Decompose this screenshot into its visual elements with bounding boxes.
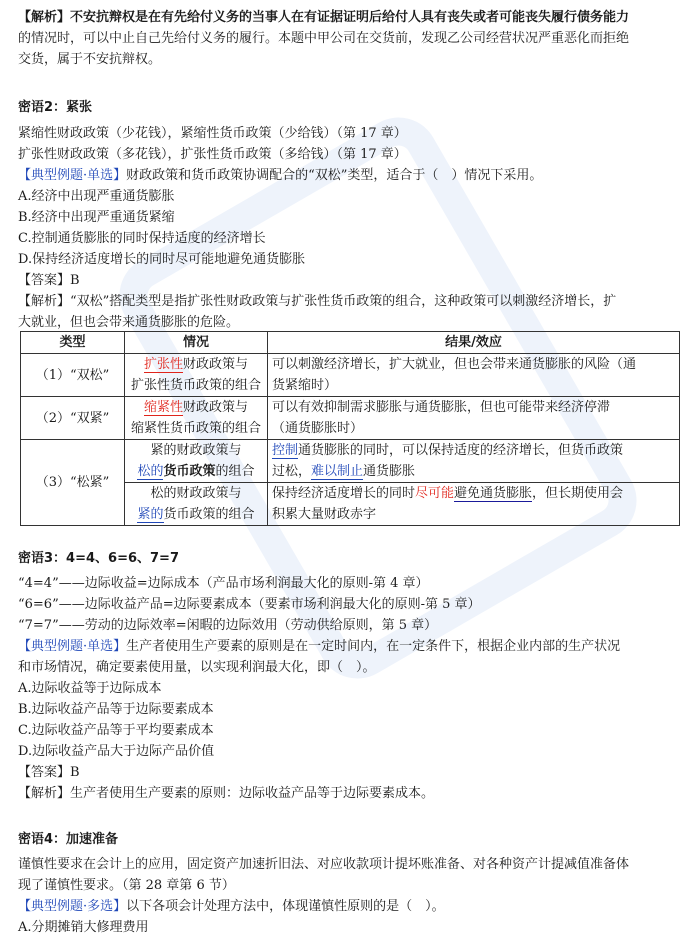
header-effect: 结果/效应 bbox=[268, 332, 680, 354]
sec2-option-b: B.经济中出现严重通货紧缩 bbox=[18, 210, 175, 225]
row-effect: 可以有效抑制需求膨胀与通货膨胀，但也可能带来经济停滞 （通货膨胀时） bbox=[268, 397, 680, 440]
section-4-title: 密语4：加速准备 bbox=[18, 832, 119, 847]
row-situation: 缩紧性财政政策与 缩紧性货币政策的组合 bbox=[125, 397, 268, 440]
sec2-option-d: D.保持经济适度增长的同时尽可能地避免通货膨胀 bbox=[18, 252, 306, 267]
table-row bbox=[21, 440, 680, 483]
sec3-question-2: 和市场情况，确定要素使用量，以实现利润最大化，即（ ）。 bbox=[18, 660, 376, 675]
section-2-title: 密语2：紧张 bbox=[18, 100, 93, 115]
sec3-para-2: “6=6”——边际收益产品=边际要素成本（要素市场利润最大化的原则-第 5 章） bbox=[18, 597, 481, 612]
sec4-question: 【典型例题·多选】以下各项会计处理方法中，体现谨慎性原则的是（ ）。 bbox=[18, 899, 445, 914]
table-header-row bbox=[21, 332, 680, 354]
row-effect: 保持经济适度增长的同时尽可能避免通货膨胀，但长期使用会 积累大量财政赤字 bbox=[268, 483, 680, 526]
section-3-title: 密语3：4=4、6=6、7=7 bbox=[18, 551, 179, 566]
sec3-explain: 【解析】生产者使用生产要素的原则：边际收益产品等于边际要素成本。 bbox=[18, 786, 435, 801]
sec2-explain-2: 大就业，但也会带来通货膨胀的危险。 bbox=[18, 315, 240, 330]
row-situation: 松的财政政策与 紧的货币政策的组合 bbox=[125, 483, 268, 526]
table-row bbox=[21, 354, 680, 397]
intro-line-3: 交货，属于不安抗辩权。 bbox=[18, 52, 162, 67]
sec3-answer: 【答案】B bbox=[18, 765, 80, 780]
row-effect: 控制通货膨胀的同时，可以保持适度的经济增长，但货币政策 过松，难以制止通货膨胀 bbox=[268, 440, 680, 483]
sec2-answer: 【答案】B bbox=[18, 273, 80, 288]
example-tag: 【典型例题·单选】 bbox=[18, 168, 127, 183]
example-tag: 【典型例题·多选】 bbox=[18, 899, 127, 914]
intro-line-1: 【解析】不安抗辩权是在有先给付义务的当事人在有证据证明后给付人具有丧失或者可能丧失履行债务能力 bbox=[18, 10, 630, 25]
sec4-option-a: A.分期摊销大修理费用 bbox=[18, 920, 149, 935]
sec3-option-b: B.边际收益产品等于边际要素成本 bbox=[18, 702, 214, 717]
row-effect: 可以刺激经济增长，扩大就业，但也会带来通货膨胀的风险（通 货紧缩时） bbox=[268, 354, 680, 397]
example-tag: 【典型例题·单选】 bbox=[18, 639, 127, 654]
sec3-option-a: A.边际收益等于边际成本 bbox=[18, 681, 162, 696]
row-situation: 扩张性财政政策与 扩张性货币政策的组合 bbox=[125, 354, 268, 397]
intro-line-2: 的情况时，可以中止自己先给付义务的履行。本题中甲公司在交货前，发现乙公司经营状况严重恶化而拒绝 bbox=[18, 31, 630, 46]
sec2-para-1: 紧缩性财政政策（少花钱），紧缩性货币政策（少给钱）（第 17 章） bbox=[18, 126, 407, 141]
sec2-para-2: 扩张性财政政策（多花钱），扩张性货币政策（多给钱）（第 17 章） bbox=[18, 147, 407, 162]
sec2-option-a: A.经济中出现严重通货膨胀 bbox=[18, 189, 175, 204]
sec4-para-1: 谨慎性要求在会计上的应用，固定资产加速折旧法、对应收款项计提坏账准备、对各种资产计提减值准备体 bbox=[18, 857, 630, 872]
sec2-option-c: C.控制通货膨胀的同时保持适度的经济增长 bbox=[18, 231, 266, 246]
policy-table bbox=[20, 331, 680, 526]
row-situation: 紧的财政政策与 松的货币政策的组合 bbox=[125, 440, 268, 483]
sec2-explain-1: 【解析】“双松”搭配类型是指扩张性财政政策与扩张性货币政策的组合，这种政策可以刺激经济增长，扩 bbox=[18, 294, 617, 309]
sec3-option-c: C.边际收益产品等于平均要素成本 bbox=[18, 723, 214, 738]
sec3-para-3: “7=7”——劳动的边际效率=闲暇的边际效用（劳动供给原则，第 5 章） bbox=[18, 618, 438, 633]
header-type: 类型 bbox=[21, 332, 125, 354]
row-type: （2）“双紧” bbox=[21, 397, 125, 440]
row-type: （1）“双松” bbox=[21, 354, 125, 397]
row-type: （3）“松紧” bbox=[21, 440, 125, 526]
sec4-para-2: 现了谨慎性要求。（第 28 章第 6 节） bbox=[18, 878, 235, 893]
table-row bbox=[21, 397, 680, 440]
sec3-question-1: 【典型例题·单选】生产者使用生产要素的原则是在一定时间内，在一定条件下，根据企业内部的生产状况 bbox=[18, 639, 621, 654]
sec2-question: 【典型例题·单选】财政政策和货币政策协调配合的“双松”类型，适合于（ ）情况下采用。 bbox=[18, 168, 543, 183]
header-situation: 情况 bbox=[125, 332, 268, 354]
sec3-para-1: “4=4”——边际收益=边际成本（产品市场利润最大化的原则-第 4 章） bbox=[18, 576, 429, 591]
sec3-option-d: D.边际收益产品大于边际产品价值 bbox=[18, 744, 215, 759]
